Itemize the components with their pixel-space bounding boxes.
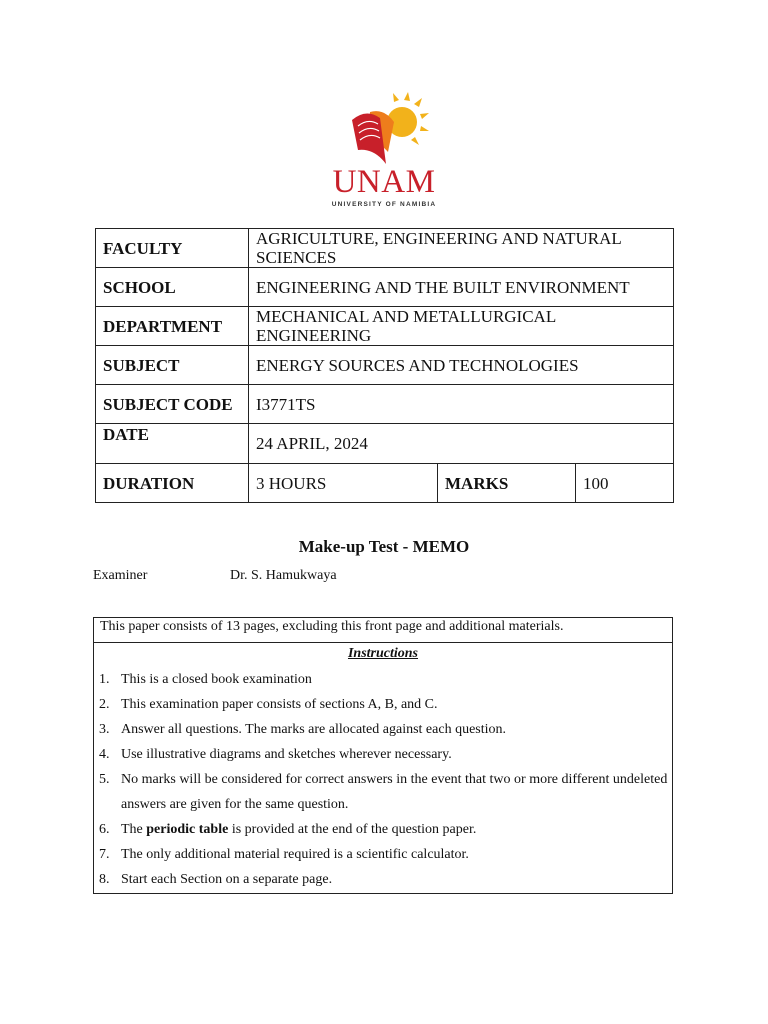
department-row bbox=[96, 307, 674, 346]
instruction-item: 2. This examination paper consists of sections A, B, and C. bbox=[99, 697, 438, 712]
subject-code-value: I3771TS bbox=[249, 385, 674, 424]
instruction-text: This examination paper consists of sections A, B, and C. bbox=[121, 697, 438, 712]
instruction-text: No marks will be considered for correct answers in the event that two or more different undeleted answers are given for the same question. bbox=[121, 772, 668, 812]
subject-row bbox=[96, 346, 674, 385]
instruction-item: 8. Start each Section on a separate page. bbox=[99, 872, 333, 887]
examiner-label: Examiner bbox=[93, 568, 148, 583]
instruction-text: Use illustrative diagrams and sketches wherever necessary. bbox=[121, 747, 452, 762]
marks-label: MARKS bbox=[438, 464, 576, 503]
faculty-label: FACULTY bbox=[96, 229, 249, 268]
instruction-item: 5. No marks will be considered for correct answers in the event that two or more different undeleted answers are given for the same question. bbox=[99, 772, 668, 812]
instructions-heading: Instructions bbox=[347, 646, 419, 661]
duration-label: DURATION bbox=[96, 464, 249, 503]
logo-wordmark: UNAM bbox=[332, 164, 436, 200]
marks-value: 100 bbox=[576, 464, 674, 503]
faculty-value: AGRICULTURE, ENGINEERING AND NATURAL SCIENCES bbox=[249, 229, 674, 268]
subject-value: ENERGY SOURCES AND TECHNOLOGIES bbox=[249, 346, 674, 385]
examiner-name: Dr. S. Hamukwaya bbox=[230, 568, 337, 583]
school-row bbox=[96, 268, 674, 307]
instructions-box bbox=[93, 617, 673, 894]
periodic-table-emphasis: periodic table bbox=[146, 822, 229, 837]
department-value: MECHANICAL AND METALLURGICAL ENGINEERING bbox=[249, 307, 674, 346]
instruction-text: Answer all questions. The marks are allocated against each question. bbox=[121, 722, 507, 737]
faculty-row bbox=[96, 229, 674, 268]
logo-subtitle: UNIVERSITY OF NAMIBIA bbox=[331, 201, 437, 208]
subject-code-row bbox=[96, 385, 674, 424]
instruction-item: 1. This is a closed book examination bbox=[99, 672, 312, 687]
duration-value: 3 HOURS bbox=[249, 464, 438, 503]
instruction-item: 3. Answer all questions. The marks are allocated against each question. bbox=[99, 722, 507, 737]
duration-row bbox=[96, 464, 674, 503]
unam-emblem bbox=[318, 92, 450, 166]
instruction-text: The only additional material required is a scientific calculator. bbox=[121, 847, 469, 862]
date-value: 24 APRIL, 2024 bbox=[249, 424, 674, 464]
unam-logo bbox=[318, 92, 450, 214]
date-row bbox=[96, 424, 674, 464]
instructions-list bbox=[94, 667, 672, 892]
instruction-item: 7. The only additional material required is a scientific calculator. bbox=[99, 847, 469, 862]
document-title: Make-up Test - MEMO bbox=[298, 537, 470, 556]
instruction-text: This is a closed book examination bbox=[121, 672, 312, 687]
department-label: DEPARTMENT bbox=[96, 307, 249, 346]
school-value: ENGINEERING AND THE BUILT ENVIRONMENT bbox=[249, 268, 674, 307]
school-label: SCHOOL bbox=[96, 268, 249, 307]
instruction-text: Start each Section on a separate page. bbox=[121, 872, 333, 887]
date-label: DATE bbox=[96, 424, 249, 464]
exam-info-table bbox=[95, 228, 674, 503]
subject-code-label: SUBJECT CODE bbox=[96, 385, 249, 424]
page-count-note: This paper consists of 13 pages, excluding this front page and additional materials. bbox=[94, 618, 672, 643]
instruction-item: 4. Use illustrative diagrams and sketches wherever necessary. bbox=[99, 747, 452, 762]
subject-label: SUBJECT bbox=[96, 346, 249, 385]
instruction-item: 6. The periodic table is provided at the end of the question paper. bbox=[99, 822, 477, 837]
